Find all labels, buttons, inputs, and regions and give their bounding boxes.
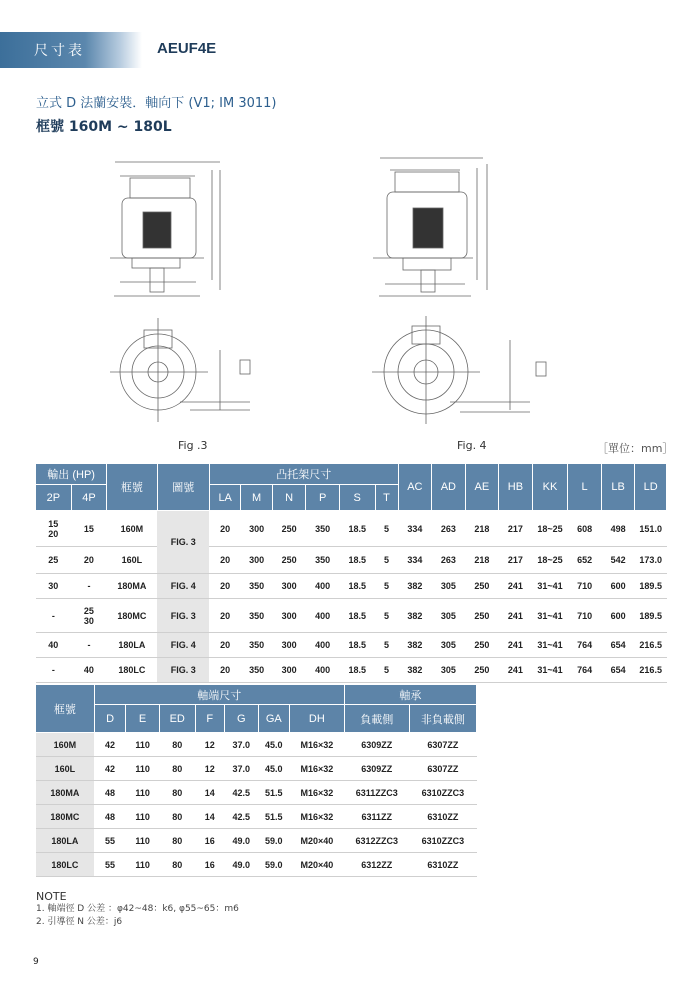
header-bearing: 軸承: [344, 685, 476, 705]
table-cell: 6310ZZ: [409, 805, 476, 829]
table-cell: FIG. 3: [157, 658, 209, 683]
fig3-label: Fig .3: [178, 439, 208, 452]
table-cell: 15: [71, 511, 107, 547]
table-cell: 16: [195, 829, 224, 853]
section-tab: [0, 32, 142, 68]
table-cell: 350: [306, 511, 340, 547]
table-cell: 189.5: [635, 574, 667, 599]
table-cell: 20: [209, 658, 240, 683]
table-cell: 14: [195, 781, 224, 805]
table-cell: 6312ZZ: [344, 853, 409, 877]
table-cell: 5: [375, 547, 398, 574]
table-cell: 55: [94, 853, 126, 877]
table-cell: 80: [159, 829, 195, 853]
table-cell: 400: [306, 574, 340, 599]
table-cell: 350: [241, 658, 272, 683]
table-cell: 15 20: [36, 511, 72, 547]
table-cell: 31~41: [532, 599, 568, 633]
table-row: [36, 574, 667, 599]
table-cell: 300: [272, 658, 306, 683]
table-cell: 217: [499, 547, 533, 574]
header-dh: DH: [290, 705, 345, 733]
table-cell: 18.5: [339, 547, 375, 574]
table-cell: 173.0: [635, 547, 667, 574]
table-cell: 80: [159, 757, 195, 781]
header-g: G: [224, 705, 258, 733]
table-cell: 350: [306, 547, 340, 574]
fig3-flange-view-drawing: [100, 310, 270, 430]
table-cell: 382: [398, 633, 432, 658]
table-cell: 5: [375, 658, 398, 683]
table-cell: 160M: [36, 733, 95, 757]
table-cell: 45.0: [258, 757, 290, 781]
table-cell: FIG. 3: [157, 511, 209, 574]
table-cell: 6307ZZ: [409, 733, 476, 757]
table-cell: 6311ZZ: [344, 805, 409, 829]
table-row: [36, 547, 667, 574]
header-kk: KK: [532, 464, 568, 511]
table-cell: 305: [432, 658, 466, 683]
table-cell: 180LA: [36, 829, 95, 853]
table-cell: 31~41: [532, 633, 568, 658]
header-f: F: [195, 705, 224, 733]
header-ac: AC: [398, 464, 432, 511]
table-cell: -: [36, 599, 72, 633]
table-cell: 5: [375, 574, 398, 599]
table-cell: 250: [465, 599, 499, 633]
header-ae: AE: [465, 464, 499, 511]
table-cell: 180MA: [36, 781, 95, 805]
table-cell: 110: [126, 781, 160, 805]
header-output: 輸出 (HP): [36, 464, 107, 485]
table-cell: 5: [375, 633, 398, 658]
table-cell: 6311ZZC3: [344, 781, 409, 805]
header-frame-2: 框號: [36, 685, 95, 733]
table-cell: 180MC: [36, 805, 95, 829]
table-row: [36, 633, 667, 658]
table-cell: 18.5: [339, 511, 375, 547]
table-cell: -: [36, 658, 72, 683]
table-cell: 59.0: [258, 853, 290, 877]
table-cell: 42: [94, 733, 126, 757]
section-tab-label: 尺寸表: [34, 43, 85, 59]
table-cell: 40: [36, 633, 72, 658]
table-cell: 18.5: [339, 574, 375, 599]
table-cell: 30: [36, 574, 72, 599]
table-cell: 218: [465, 511, 499, 547]
table-cell: 250: [272, 511, 306, 547]
table-cell: 241: [499, 658, 533, 683]
table-cell: 25 30: [71, 599, 107, 633]
table-cell: 305: [432, 574, 466, 599]
table-cell: 42.5: [224, 781, 258, 805]
table-cell: 37.0: [224, 733, 258, 757]
table-cell: M16×32: [290, 781, 345, 805]
table-cell: 18~25: [532, 511, 568, 547]
table-cell: 16: [195, 853, 224, 877]
header-hb: HB: [499, 464, 533, 511]
table-cell: 160L: [36, 757, 95, 781]
table-cell: 31~41: [532, 658, 568, 683]
header-flange: 凸托架尺寸: [209, 464, 398, 485]
header-t: T: [375, 485, 398, 511]
header-l: L: [568, 464, 602, 511]
table-cell: 241: [499, 633, 533, 658]
table-cell: 6310ZZC3: [409, 781, 476, 805]
table-cell: 18~25: [532, 547, 568, 574]
table-cell: 6310ZZC3: [409, 829, 476, 853]
table-cell: 49.0: [224, 829, 258, 853]
table-cell: 350: [241, 599, 272, 633]
note-line-2: 2. 引導徑 N 公差：j6: [36, 917, 123, 927]
table-cell: 250: [465, 633, 499, 658]
table-cell: 710: [568, 574, 602, 599]
table-cell: 250: [465, 658, 499, 683]
table-cell: 542: [601, 547, 635, 574]
table-cell: 217: [499, 511, 533, 547]
table-cell: 263: [432, 511, 466, 547]
table-cell: 20: [209, 547, 240, 574]
header-frame: 框號: [107, 464, 157, 511]
table-cell: 382: [398, 599, 432, 633]
table-cell: 382: [398, 574, 432, 599]
table-cell: 6309ZZ: [344, 757, 409, 781]
table-cell: 350: [241, 574, 272, 599]
header-p: P: [306, 485, 340, 511]
table-cell: 80: [159, 781, 195, 805]
table-cell: -: [71, 574, 107, 599]
table-cell: 20: [71, 547, 107, 574]
table-cell: 250: [465, 574, 499, 599]
table-cell: 160M: [107, 511, 157, 547]
table-cell: 20: [209, 633, 240, 658]
table-cell: 20: [209, 511, 240, 547]
table-cell: 300: [272, 633, 306, 658]
header-lb: LB: [601, 464, 635, 511]
note-title: NOTE: [36, 890, 67, 903]
table-cell: 654: [601, 658, 635, 683]
fig4-label: Fig. 4: [457, 439, 487, 452]
model-name: AEUF4E: [157, 40, 217, 57]
table-cell: 25: [36, 547, 72, 574]
table-cell: 250: [272, 547, 306, 574]
table-cell: 5: [375, 511, 398, 547]
table-cell: 764: [568, 633, 602, 658]
table-cell: -: [71, 633, 107, 658]
page-number: 9: [33, 957, 39, 967]
table-cell: 764: [568, 658, 602, 683]
table-cell: 180MA: [107, 574, 157, 599]
table-cell: 305: [432, 633, 466, 658]
page-header: [0, 32, 700, 68]
table-row: [36, 805, 477, 829]
table-cell: 110: [126, 805, 160, 829]
table-cell: 31~41: [532, 574, 568, 599]
table-cell: 37.0: [224, 757, 258, 781]
table-row: [36, 853, 477, 877]
note-line-1: 1. 軸端徑 D 公差 ：φ42~48：k6, φ55~65：m6: [36, 904, 239, 914]
table-cell: 608: [568, 511, 602, 547]
table-cell: 6310ZZ: [409, 853, 476, 877]
table-cell: 334: [398, 547, 432, 574]
shaft-bearing-table: [35, 684, 477, 877]
notes: [36, 890, 239, 929]
table-cell: 652: [568, 547, 602, 574]
table-cell: 55: [94, 829, 126, 853]
table-cell: 110: [126, 757, 160, 781]
table-cell: 20: [209, 574, 240, 599]
table-row: [36, 511, 667, 547]
table-cell: 300: [241, 511, 272, 547]
table-cell: FIG. 4: [157, 633, 209, 658]
table-row: [36, 757, 477, 781]
table-cell: 110: [126, 853, 160, 877]
table-cell: 110: [126, 733, 160, 757]
header-ad: AD: [432, 464, 466, 511]
table-cell: 45.0: [258, 733, 290, 757]
table-cell: 12: [195, 733, 224, 757]
table-cell: 216.5: [635, 658, 667, 683]
table-cell: 110: [126, 829, 160, 853]
header-4p: 4P: [71, 485, 107, 511]
table-row: [36, 829, 477, 853]
table-row: [36, 733, 477, 757]
table-cell: 151.0: [635, 511, 667, 547]
header-non-load-side: 非負載側: [409, 705, 476, 733]
table-cell: 180MC: [107, 599, 157, 633]
table-cell: 710: [568, 599, 602, 633]
table-cell: 300: [272, 574, 306, 599]
table-cell: 49.0: [224, 853, 258, 877]
table-cell: 241: [499, 599, 533, 633]
table-cell: 600: [601, 574, 635, 599]
table-cell: 180LC: [36, 853, 95, 877]
table-cell: 400: [306, 633, 340, 658]
fig4-side-view-drawing: [365, 150, 505, 300]
header-load-side: 負載側: [344, 705, 409, 733]
table-cell: FIG. 4: [157, 574, 209, 599]
table-cell: 80: [159, 805, 195, 829]
unit-label: ［單位：mm］: [597, 442, 674, 455]
header-la: LA: [209, 485, 240, 511]
table-cell: M16×32: [290, 733, 345, 757]
table-row: [36, 599, 667, 633]
fig3-side-view-drawing: [100, 150, 240, 300]
header-2p: 2P: [36, 485, 72, 511]
header-e: E: [126, 705, 160, 733]
table-cell: 218: [465, 547, 499, 574]
table-cell: 180LC: [107, 658, 157, 683]
table-cell: M16×32: [290, 757, 345, 781]
table-cell: 59.0: [258, 829, 290, 853]
table-cell: 18.5: [339, 633, 375, 658]
table-cell: 263: [432, 547, 466, 574]
table-cell: M20×40: [290, 829, 345, 853]
table-cell: 189.5: [635, 599, 667, 633]
table-cell: 300: [241, 547, 272, 574]
table-cell: 6312ZZC3: [344, 829, 409, 853]
table-cell: 20: [209, 599, 240, 633]
table-cell: 180LA: [107, 633, 157, 658]
table-cell: 51.5: [258, 781, 290, 805]
table-cell: 48: [94, 805, 126, 829]
fig4-flange-view-drawing: [360, 310, 550, 430]
table-cell: 14: [195, 805, 224, 829]
header-ed: ED: [159, 705, 195, 733]
header-fig: 圖號: [157, 464, 209, 511]
header-ld: LD: [635, 464, 667, 511]
table-cell: 40: [71, 658, 107, 683]
table-cell: 241: [499, 574, 533, 599]
table-cell: 42: [94, 757, 126, 781]
table-cell: 654: [601, 633, 635, 658]
table-cell: 80: [159, 853, 195, 877]
table-cell: 350: [241, 633, 272, 658]
frame-title: 框號 160M ~ 180L: [36, 119, 172, 135]
table-cell: 305: [432, 599, 466, 633]
mounting-subtitle: 立式 D 法蘭安裝．軸向下 (V1; IM 3011): [36, 96, 277, 111]
dimension-table: [35, 463, 667, 683]
header-d: D: [94, 705, 126, 733]
table-cell: 600: [601, 599, 635, 633]
table-cell: 80: [159, 733, 195, 757]
table-cell: M20×40: [290, 853, 345, 877]
table-cell: 18.5: [339, 599, 375, 633]
header-n: N: [272, 485, 306, 511]
header-m: M: [241, 485, 272, 511]
table-row: [36, 658, 667, 683]
table-cell: 48: [94, 781, 126, 805]
header-shaft: 軸端尺寸: [94, 685, 344, 705]
table-cell: 18.5: [339, 658, 375, 683]
table-cell: 42.5: [224, 805, 258, 829]
table-cell: 6309ZZ: [344, 733, 409, 757]
table-cell: 382: [398, 658, 432, 683]
table-cell: 51.5: [258, 805, 290, 829]
table-cell: M16×32: [290, 805, 345, 829]
table-cell: 6307ZZ: [409, 757, 476, 781]
table-cell: 160L: [107, 547, 157, 574]
table-cell: 498: [601, 511, 635, 547]
table-cell: 12: [195, 757, 224, 781]
table-cell: 300: [272, 599, 306, 633]
table-cell: 334: [398, 511, 432, 547]
table-cell: 216.5: [635, 633, 667, 658]
table-cell: 400: [306, 599, 340, 633]
table-cell: FIG. 3: [157, 599, 209, 633]
header-ga: GA: [258, 705, 290, 733]
table-row: [36, 781, 477, 805]
table-cell: 400: [306, 658, 340, 683]
header-s: S: [339, 485, 375, 511]
table-cell: 5: [375, 599, 398, 633]
